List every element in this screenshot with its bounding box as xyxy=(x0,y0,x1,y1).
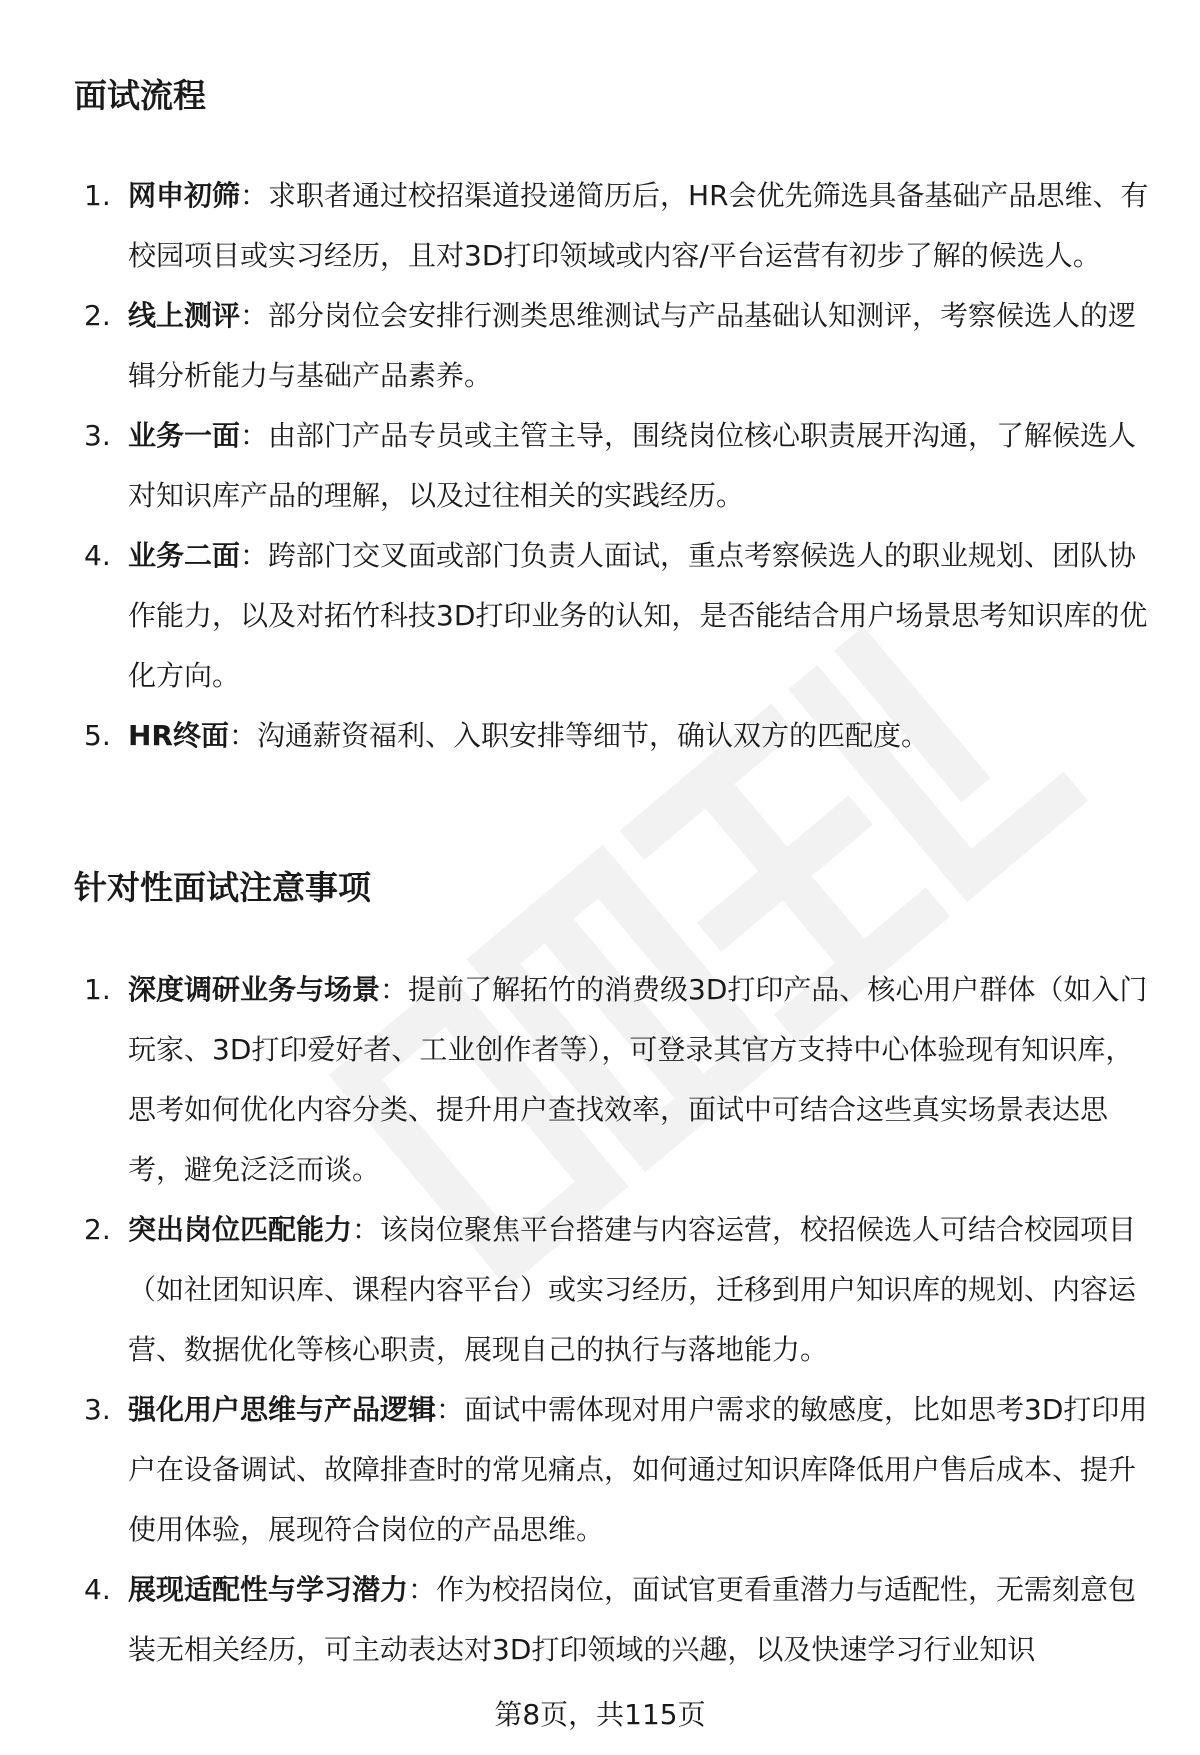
list-text: ：求职者通过校招渠道投递简历后，HR会优先筛选具备基础产品思维、有校园项目或实习经历，且对3D打印领域或内容/平台运营有初步了解的候选人。 xyxy=(128,179,1149,272)
list-number: 4. xyxy=(84,539,111,572)
page-number: 第8页，共115页 xyxy=(494,1698,706,1731)
list-text: ：作为校招岗位，面试官更看重潜力与适配性，无需刻意包装无相关经历，可主动表达对3D打印领域的兴趣，以及快速学习行业知识 xyxy=(128,1573,1137,1666)
list-text: ：跨部门交叉面或部门负责人面试，重点考察候选人的职业规划、团队协作能力，以及对拓竹科技3D打印业务的认知，是否能结合用户场景思考知识库的优化方向。 xyxy=(128,539,1148,692)
list-term: 深度调研业务与场景 xyxy=(128,973,381,1006)
list-item xyxy=(84,1200,1154,1380)
interview-tips-list xyxy=(84,960,1154,1680)
list-term: 展现适配性与学习潜力 xyxy=(128,1573,409,1606)
list-term: HR终面 xyxy=(128,719,229,752)
list-item xyxy=(84,286,1154,406)
list-term: 业务二面 xyxy=(128,539,241,572)
list-item xyxy=(84,1380,1154,1560)
list-item xyxy=(84,960,1154,1200)
list-term: 突出岗位匹配能力 xyxy=(128,1213,353,1246)
list-item xyxy=(84,706,1154,766)
list-item xyxy=(84,1560,1154,1680)
list-text: ：提前了解拓竹的消费级3D打印产品、核心用户群体（如入门玩家、3D打印爱好者、工业创作者等），可登录其官方支持中心体验现有知识库，思考如何优化内容分类、提升用户查找效率，面试中可结合这些真实场景表达思考，避免泛泛而谈。 xyxy=(128,973,1148,1186)
list-item xyxy=(84,166,1154,286)
section-title-interview-process: 面试流程 xyxy=(74,76,206,115)
list-number: 1. xyxy=(84,179,111,212)
list-text: ：该岗位聚焦平台搭建与内容运营，校招候选人可结合校园项目（如社团知识库、课程内容平台）或实习经历，迁移到用户知识库的规划、内容运营、数据优化等核心职责，展现自己的执行与落地能力。 xyxy=(128,1213,1137,1366)
list-text: ：部分岗位会安排行测类思维测试与产品基础认知测评，考察候选人的逻辑分析能力与基础产品素养。 xyxy=(128,299,1137,392)
list-term: 强化用户思维与产品逻辑 xyxy=(128,1393,437,1426)
list-number: 2. xyxy=(84,1213,111,1246)
list-number: 4. xyxy=(84,1573,111,1606)
list-text: ：沟通薪资福利、入职安排等细节，确认双方的匹配度。 xyxy=(229,719,930,752)
list-text: ：面试中需体现对用户需求的敏感度，比如思考3D打印用户在设备调试、故障排查时的常见痛点，如何通过知识库降低用户售后成本、提升使用体验，展现符合岗位的产品思维。 xyxy=(128,1393,1148,1546)
list-item xyxy=(84,526,1154,706)
list-text: ：由部门产品专员或主管主导，围绕岗位核心职责展开沟通，了解候选人对知识库产品的理解，以及过往相关的实践经历。 xyxy=(128,419,1137,512)
list-term: 线上测评 xyxy=(128,299,241,332)
section-title-interview-tips: 针对性面试注意事项 xyxy=(74,868,371,907)
list-term: 网申初筛 xyxy=(128,179,241,212)
list-item xyxy=(84,406,1154,526)
list-number: 2. xyxy=(84,299,111,332)
list-term: 业务一面 xyxy=(128,419,241,452)
list-number: 5. xyxy=(84,719,111,752)
list-number: 1. xyxy=(84,973,111,1006)
interview-process-list xyxy=(84,166,1154,766)
list-number: 3. xyxy=(84,419,111,452)
list-number: 3. xyxy=(84,1393,111,1426)
